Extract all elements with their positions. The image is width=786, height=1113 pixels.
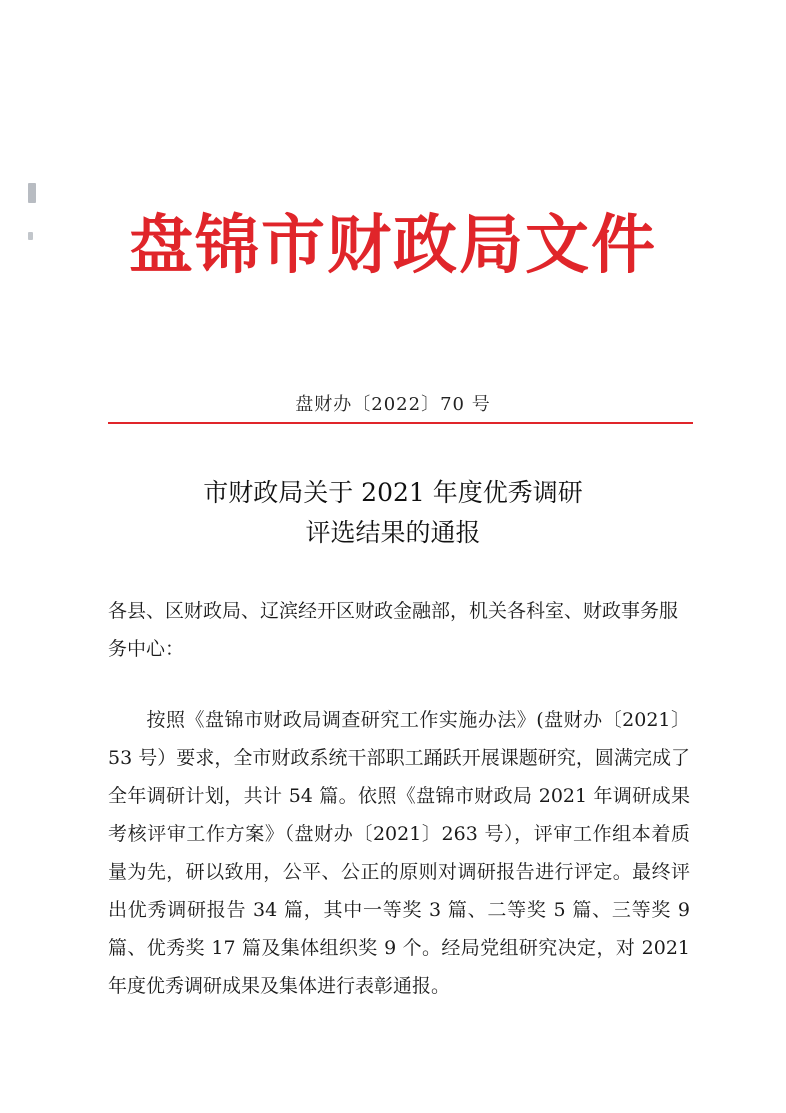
- body-paragraph-text: 按照《盘锦市财政局调查研究工作实施办法》(盘财办〔2021〕53 号）要求，全市财政系统干部职工踊跃开展课题研究，圆满完成了全年调研计划，共计 54 篇。依照《盘锦市财政局 2021 年调研成果考核评审工作方案》（盘财办〔2021〕263 号），评审工作组本着质量为先，研以致用，公平、公正的原则对调研报告进行评定。最终评出优秀调研报告 34 篇，其中一等奖 3 篇、二等奖 5 篇、三等奖 9 篇、优秀奖 17 篇及集体组织奖 9 个。经局党组研究决定，对 2021 年度优秀调研成果及集体进行表彰通报。: [108, 709, 690, 997]
- issuer-title: 盘锦市财政局文件: [129, 209, 657, 283]
- document-title-line-1: 市财政局关于 2021 年度优秀调研: [203, 478, 583, 507]
- binding-mark: [28, 183, 36, 203]
- document-title-line-2: 评选结果的通报: [305, 518, 481, 547]
- red-divider-line: [108, 422, 693, 424]
- document-title: [0, 473, 786, 553]
- body-paragraph: [108, 701, 690, 1005]
- document-number: 盘财办〔2022〕70 号: [295, 394, 491, 415]
- salutation: 各县、区财政局、辽滨经开区财政金融部，机关各科室、财政事务服务中心：: [108, 600, 679, 660]
